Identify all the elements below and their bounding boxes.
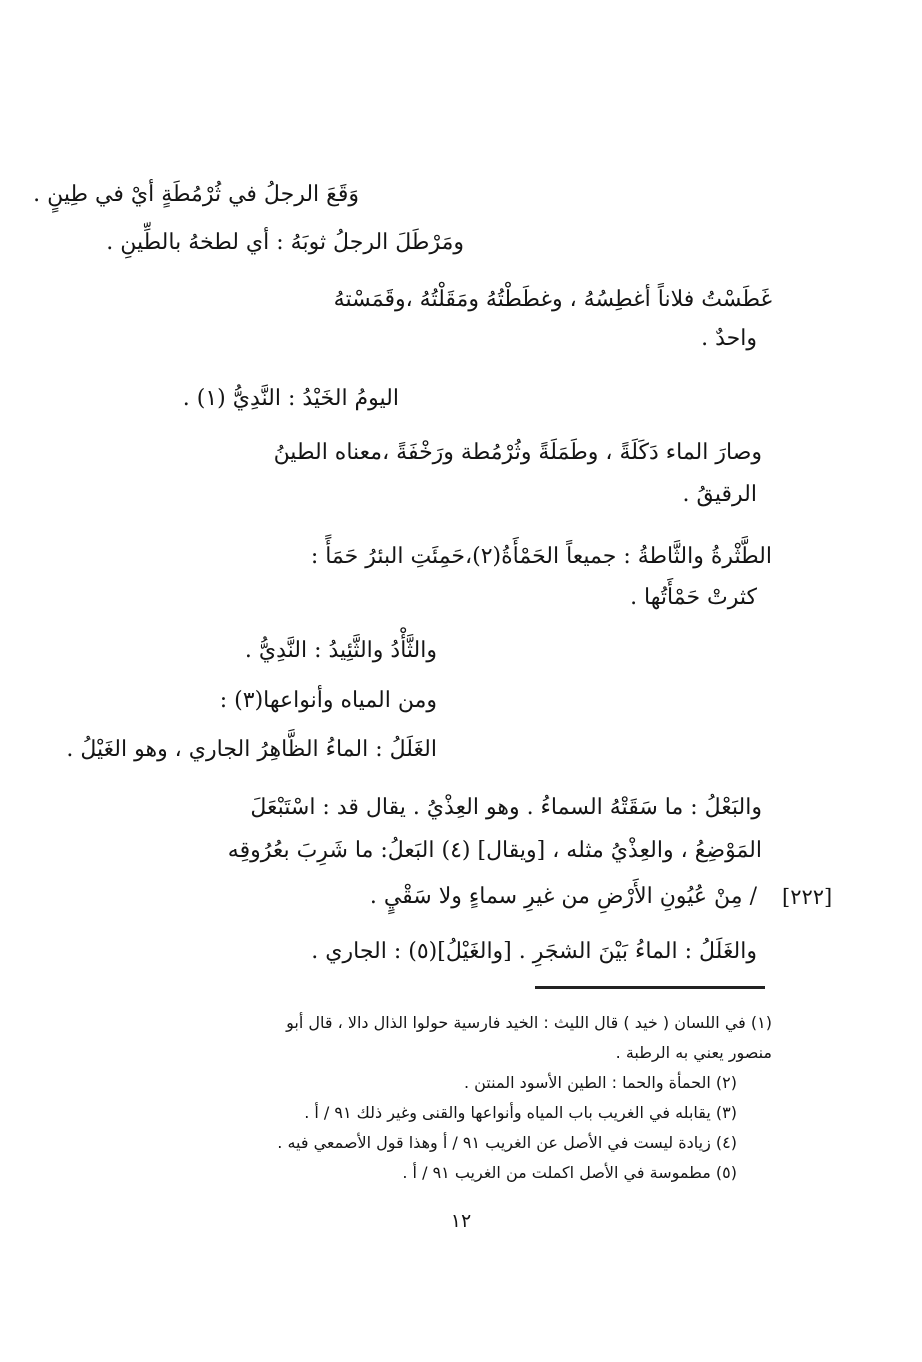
footnote-line: منصور يعني به الرطبة . (615, 1043, 772, 1062)
body-line: وَقَعَ الرجلُ في ثُرْمُطَةٍ أيْ في طِينٍ . (33, 182, 359, 207)
body-line: كثرتْ حَمْأَتُها . (630, 585, 757, 610)
body-line: اليومُ الخَيْدُ : النَّدِيُّ (١) . (182, 386, 399, 411)
footnote-line: (٣) يقابله في الغريب باب المياه وأنواعها والقنى وغير ذلك ٩١ / أ . (304, 1103, 737, 1122)
footnote-line: (١) في اللسان ( خيد ) قال الليث : الخيد فارسية حولوا الذال دالا ، قال أبو (286, 1013, 772, 1032)
body-line: ومن المياه وأنواعها(٣) : (219, 688, 437, 713)
body-line: الغَلَلُ : الماءُ الظَّاهِرُ الجاري ، وهو الغَيْلُ . (66, 737, 437, 762)
body-line: واحدٌ . (701, 326, 757, 351)
body-line: وصارَ الماء دَكَلَةً ، وطَمَلَةً وثُرْمُطة ورَخْفَةً ،معناه الطينُ (273, 440, 762, 465)
footnote-line: (٢) الحمأة والحما : الطين الأسود المنتن . (463, 1073, 737, 1092)
footnote-line: (٤) زيادة ليست في الأصل عن الغريب ٩١ / أ وهذا قول الأصمعي فيه . (277, 1133, 737, 1152)
footnote-line: (٥) مطموسة في الأصل اكملت من الغريب ٩١ / أ . (402, 1163, 737, 1182)
body-line: الرقيقُ . (682, 482, 757, 507)
body-line: غَطَسْتُ فلاناً أغطِسُهُ ، وغطَطْتُهُ ومَقَلْتُهُ ،وقَمَسْتهُ (333, 287, 772, 312)
body-line: والبَعْلُ : ما سَقَتْهُ السماءُ . وهو العِذْيُ . يقال قد : اسْتَبْعَلَ (250, 795, 762, 820)
page-number: ١٢ (450, 1210, 472, 1232)
body-line: ومَرْطَلَ الرجلُ ثوبَهُ : أي لطخهُ بالطِّينِ . (106, 230, 464, 255)
body-line: الطَّثْرةُ والثَّاطةُ : جميعاً الحَمْأَةُ(٢)،حَمِئَتِ البئرُ حَمَأً : (310, 544, 772, 569)
body-line: والثَّأْدُ والثَّئِيدُ : النَّدِيُّ . (244, 638, 437, 663)
body-line: والغَلَلُ : الماءُ بَيْنَ الشجَرِ . [والغَيْلُ](٥) : الجاري . (311, 939, 757, 964)
footnote-separator (535, 986, 765, 989)
body-line: المَوْضِعُ ، والعِذْيُ مثله ، [ويقال] (٤) البَعلُ: ما شَرِبَ بعُرُوقِه (227, 838, 762, 863)
body-line: / مِنْ عُيُونِ الأَرْضِ من غيرِ سماءٍ ولا سَقْيٍ . (369, 884, 757, 909)
margin-folio-reference: [٢٢٢] (782, 885, 833, 909)
